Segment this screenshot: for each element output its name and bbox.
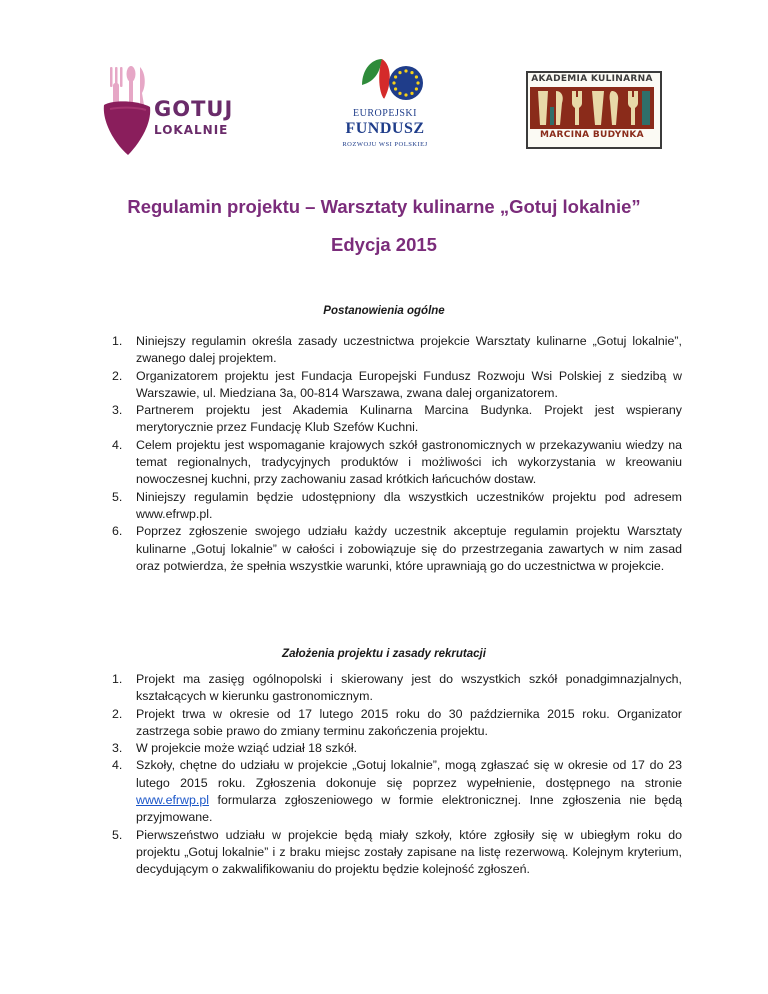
logo-bar: [0, 55, 768, 160]
list-item: [112, 333, 682, 368]
list-item: [112, 740, 682, 757]
section-heading: Założenia projektu i zasady rekrutacji: [282, 648, 486, 660]
akademia-logo-bottom: MARCINA BUDYNKA: [540, 130, 644, 140]
list-item: [112, 523, 682, 575]
akademia-logo-top: AKADEMIA KULINARNA: [531, 74, 653, 84]
list-item: [112, 489, 682, 524]
item-text: formularza zgłoszeniowego w formie elektronicznej. Inne zgłoszenia nie będą przyjmowane.: [136, 793, 682, 825]
akademia-kulinarna-logo: [526, 71, 662, 149]
list-item: [112, 827, 682, 879]
item-number: 5.: [112, 489, 123, 504]
item-text: Partnerem projektu jest Akademia Kulinarna Marcina Budynka. Projekt jest wspierany merytorycznie przez Fundację Klub Szefów Kuchni.: [136, 403, 682, 435]
gotuj-lokalnie-logo: [100, 65, 234, 157]
item-number: 3.: [112, 741, 123, 756]
list-item: [112, 757, 682, 826]
efrwp-logo-line2: FUNDUSZ: [345, 120, 425, 137]
item-number: 2.: [112, 706, 123, 721]
eu-stars-leaf-icon: [342, 55, 428, 105]
list-item: [112, 437, 682, 489]
efrwp-link[interactable]: www.efrwp.pl: [136, 793, 209, 808]
item-number: 4.: [112, 437, 123, 452]
list-item: [112, 671, 682, 706]
rules-list: [112, 333, 682, 575]
rules-list: [112, 671, 682, 879]
item-text: Celem projektu jest wspomaganie krajowych szkół gastronomicznych w przekazywaniu wiedzy na temat regionalnych, tradycyjnych produktów i możliwości ich wykorzystania w kreowaniu nowoczesnej kuchni, przy zachowaniu zasad krótkich łańcuchów dostaw.: [136, 437, 682, 487]
item-text: Poprzez zgłoszenie swojego udziału każdy uczestnik akceptuje regulamin projektu Warsztaty kulinarne „Gotuj lokalnie” w całości i zobowiązuje się do przestrzegania zawartych w nim zasad oraz potwierdza, że spełnia wszystkie warunki, które uprawniają go do uczestnictwa w projekcie.: [136, 524, 682, 573]
item-text: Pierwszeństwo udziału w projekcie będą miały szkoły, które zgłosiły się w ubiegłym roku do projektu „Gotuj lokalnie” i z braku miejsc zostały zapisane na listę rezerwową. Kolejnym kryterium, decydującym o zakwalifikowaniu do projektu będzie kolejność zgłoszeń.: [136, 827, 682, 877]
item-text: Projekt trwa w okresie od 17 lutego 2015 roku do 30 października 2015 roku. Organizator zastrzega sobie prawo do zmiany terminu zakończenia projektu.: [136, 706, 682, 738]
item-number: 2.: [112, 368, 123, 383]
efrwp-logo: [325, 55, 445, 155]
item-text: W projekcie może wziąć udział 18 szkół.: [136, 741, 358, 756]
list-item: [112, 402, 682, 437]
item-number: 3.: [112, 403, 123, 418]
gotuj-logo-line1: GOTUJ: [154, 97, 234, 121]
document-title: Regulamin projektu – Warsztaty kulinarne „Gotuj lokalnie”: [127, 196, 641, 217]
item-text: Szkoły, chętne do udziału w projekcie „Gotuj lokalnie”, mogą zgłaszać się w okresie od 17 do 23 lutego 2015 roku. Zgłoszenia dokonuje się poprzez wypełnienie, dostępnego na stronie: [136, 758, 682, 790]
efrwp-logo-line3: ROZWOJU WSI POLSKIEJ: [342, 141, 428, 148]
document-edition: Edycja 2015: [331, 234, 437, 255]
item-number: 6.: [112, 524, 123, 539]
beet-with-cutlery-icon: [100, 65, 156, 157]
list-item: [112, 706, 682, 741]
kitchen-utensils-icon: [530, 87, 654, 129]
item-number: 4.: [112, 758, 123, 773]
item-text: Organizatorem projektu jest Fundacja Europejski Fundusz Rozwoju Wsi Polskiej z siedzibą w Warszawie, ul. Miedziana 3a, 00-814 Warszawa, zwana dalej organizatorem.: [136, 368, 682, 400]
item-text: Niniejszy regulamin będzie udostępniony dla wszystkich uczestników projektu pod adresem www.efrwp.pl.: [136, 489, 682, 521]
item-number: 1.: [112, 334, 123, 348]
gotuj-logo-line2: LOKALNIE: [154, 123, 229, 137]
list-item: [112, 368, 682, 403]
section-heading: Postanowienia ogólne: [323, 305, 445, 317]
item-text: Niniejszy regulamin określa zasady uczestnictwa projekcie Warsztaty kulinarne „Gotuj lokalnie”, zwanego dalej projektem.: [136, 334, 682, 366]
item-number: 5.: [112, 827, 123, 842]
efrwp-logo-line1: EUROPEJSKI: [353, 108, 417, 119]
item-text: Projekt ma zasięg ogólnopolski i skierowany jest do wszystkich szkół ponadgimnazjalnych, kształcących w kierunku gastronomicznym.: [136, 672, 682, 704]
item-number: 1.: [112, 672, 123, 686]
